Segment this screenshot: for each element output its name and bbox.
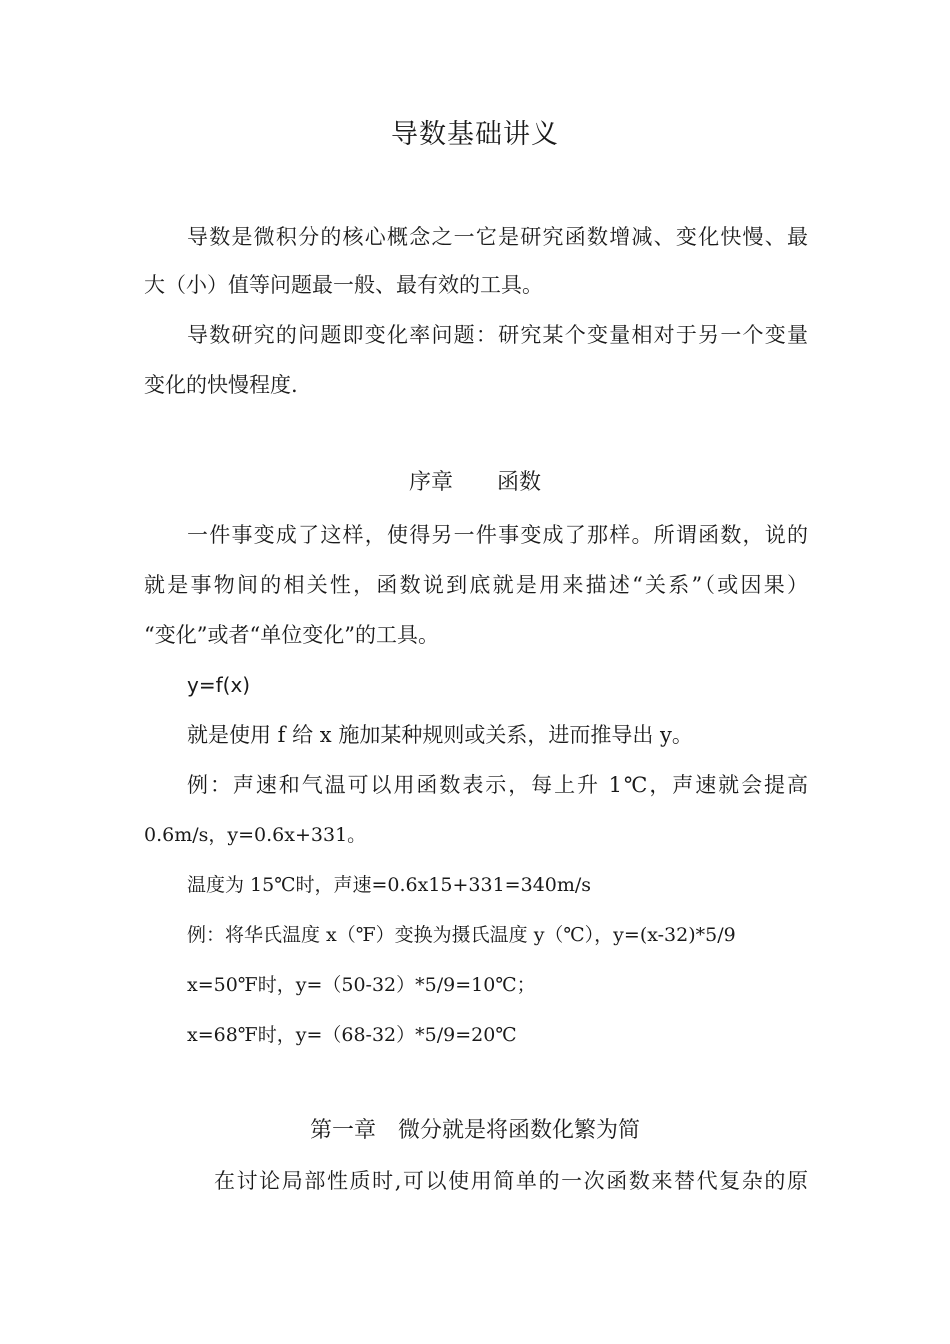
chapter-1-heading: 第一章 微分就是将函数化繁为简 [309,1118,640,1143]
function-formula: y=f(x) [187,673,251,697]
example-2-line-3: x=68℉时，y=（68-32）*5/9=20℃ [187,1024,517,1046]
prologue-paragraph-line-2: 就是事物间的相关性，函数说到底就是用来描述“关系”（或因果） [144,573,808,597]
function-explanation: 就是使用 f 给 x 施加某种规则或关系，进而推导出 y。 [187,723,693,747]
example-1-line-3: 温度为 15℃时，声速=0.6x15+331=340m/s [187,874,592,896]
intro-paragraph-2-line-1: 导数研究的问题即变化率问题：研究某个变量相对于另一个变量 [187,323,808,347]
intro-paragraph-1-line-2: 大（小）值等问题最一般、最有效的工具。 [144,273,543,297]
intro-paragraph-1-line-1: 导数是微积分的核心概念之一它是研究函数增减、变化快慢、最 [187,225,808,249]
example-2-line-2: x=50℉时，y=（50-32）*5/9=10℃； [187,974,536,996]
example-1-line-1: 例：声速和气温可以用函数表示，每上升 1℃，声速就会提高 [187,773,808,797]
prologue-paragraph-line-1: 一件事变成了这样，使得另一件事变成了那样。所谓函数，说的 [187,523,808,547]
chapter-1-paragraph-line-1: 在讨论局部性质时,可以使用简单的一次函数来替代复杂的原 [214,1169,808,1193]
example-2-line-1: 例：将华氏温度 x（℉）变换为摄氏温度 y（℃），y=(x-32)*5/9 [187,924,736,946]
document-title: 导数基础讲义 [391,119,559,150]
intro-paragraph-2-line-2: 变化的快慢程度. [144,373,298,397]
example-1-line-2: 0.6m/s，y=0.6x+331。 [144,824,367,846]
prologue-heading: 序章 函数 [408,470,541,495]
prologue-paragraph-line-3: “变化”或者“单位变化”的工具。 [144,623,439,647]
